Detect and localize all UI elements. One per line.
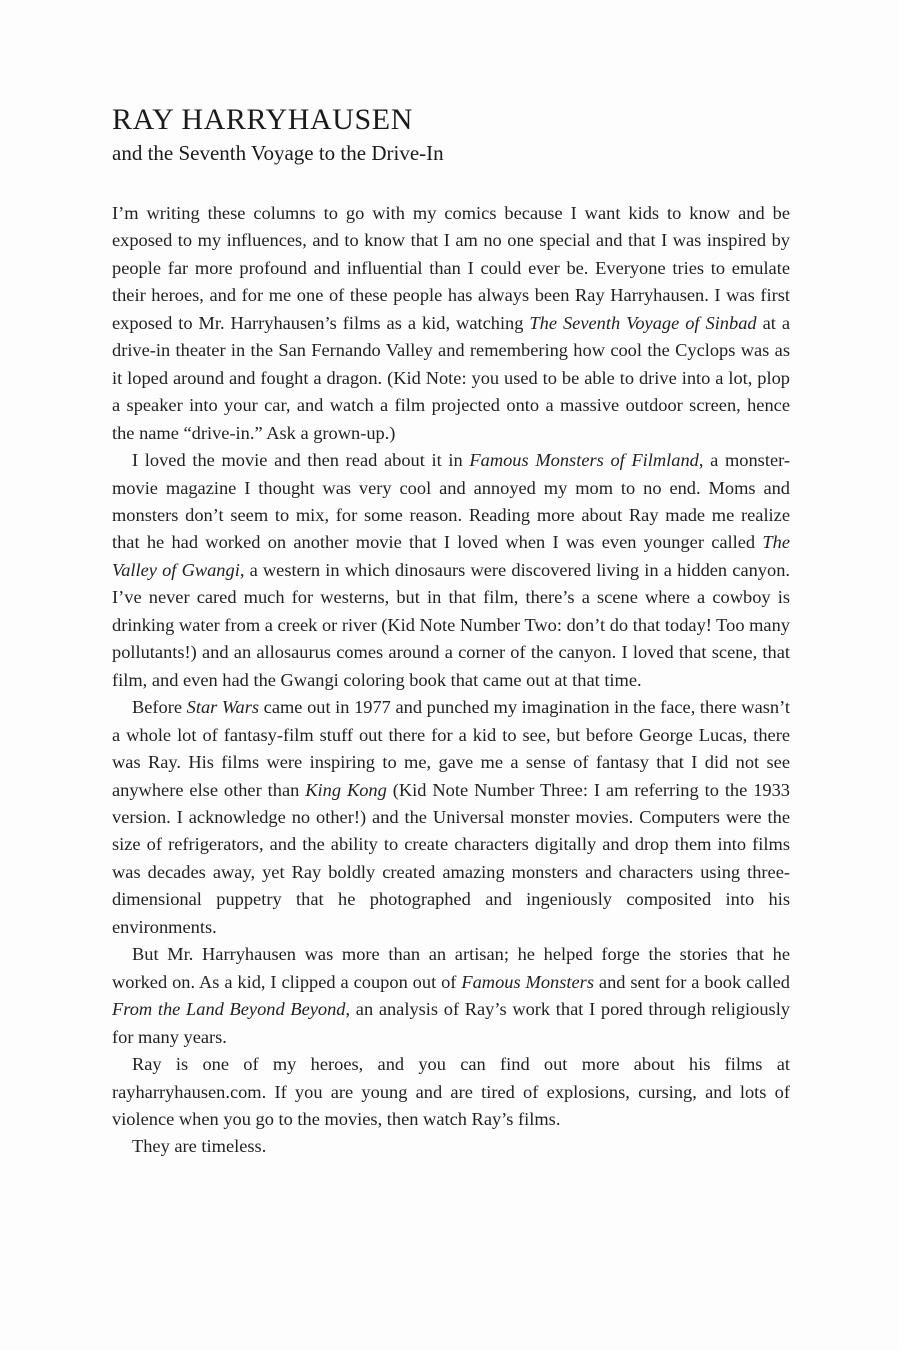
paragraph bbox=[112, 941, 790, 1051]
text-run: Ray is one of my heroes, and you can find out more about his films at rayharryhausen.com. If you are young and are tired of explosions, cursing, and lots of violence when you go to the movies, then watch Ray’s films. bbox=[112, 1054, 790, 1129]
text-run: I’m writing these columns to go with my comics because I want kids to know and be exposed to my influences, and to know that I am no one special and that I was inspired by people far more profound and influential than I could ever be. Everyone tries to emulate their heroes, and for me one of these people has always been Ray Harryhausen. I was first exposed to Mr. Harryhausen’s films as a kid, watching bbox=[112, 203, 790, 333]
paragraph bbox=[112, 447, 790, 694]
italic-text-run: King Kong bbox=[305, 779, 387, 800]
paragraph bbox=[112, 200, 790, 447]
text-run: , an analysis of Ray’s work that I pored through religiously for many years. bbox=[112, 999, 790, 1047]
italic-text-run: The Seventh Voyage of Sinbad bbox=[529, 312, 757, 333]
text-run: came out in 1977 and punched my imagination in the face, there wasn’t a whole lot of fantasy-film stuff out there for a kid to see, but before George Lucas, there was Ray. His films were inspiring to me, gave me a sense of fantasy that I did not see anywhere else other than bbox=[112, 697, 790, 800]
text-run: (Kid Note Number Three: I am referring to the 1933 version. I acknowledge no other!) and the Universal monster movies. Computers were the size of refrigerators, and the ability to create characters digitally and drop them into films was decades away, yet Ray boldly created amazing monsters and characters using three-dimensional puppetry that he photographed and ingeniously composited into his environments. bbox=[112, 779, 791, 937]
text-run: at a drive-in theater in the San Fernando Valley and remembering how cool the Cyclops was as it loped around and fought a dragon. (Kid Note: you used to be able to drive into a lot, plop a speaker into your car, and watch a film projected onto a massive outdoor screen, hence the name “drive-in.” Ask a grown-up.) bbox=[112, 312, 790, 443]
paragraph bbox=[112, 1133, 790, 1160]
paragraph bbox=[112, 1051, 790, 1133]
paragraph bbox=[112, 694, 790, 941]
text-run: , a monster-movie magazine I thought was very cool and annoyed my mom to no end. Moms and monsters don’t seem to mix, for some reason. Reading more about Ray made me realize that he had worked on another movie that I loved when I was even younger called bbox=[112, 450, 790, 553]
chapter-subtitle: and the Seventh Voyage to the Drive-In bbox=[112, 141, 444, 165]
chapter-header bbox=[112, 103, 790, 167]
text-run: I loved the movie and then read about it in bbox=[132, 450, 470, 471]
italic-text-run: Famous Monsters bbox=[461, 971, 594, 992]
italic-text-run: The Valley of Gwangi bbox=[112, 532, 790, 580]
italic-text-run: Famous Monsters of Filmland bbox=[469, 450, 699, 471]
italic-text-run: Star Wars bbox=[186, 697, 260, 718]
italic-text-run: From the Land Beyond Beyond bbox=[112, 999, 346, 1020]
text-run: They are timeless. bbox=[132, 1136, 267, 1157]
chapter-title: RAY HARRYHAUSEN bbox=[112, 103, 414, 136]
text-run: But Mr. Harryhausen was more than an artisan; he helped forge the stories that he worked on. As a kid, I clipped a coupon out of bbox=[112, 944, 790, 992]
article-body bbox=[112, 200, 790, 1161]
text-run: Before bbox=[132, 697, 187, 718]
text-run: and sent for a book called bbox=[594, 971, 791, 992]
text-run: , a western in which dinosaurs were discovered living in a hidden canyon. I’ve never cared much for westerns, but in that film, there’s a scene where a cowboy is drinking water from a creek or river (Kid Note Number Two: don’t do that today! Too many pollutants!) and an allosaurus comes around a corner of the canyon. I loved that scene, that film, and even had the Gwangi coloring book that came out at that time. bbox=[112, 559, 790, 690]
